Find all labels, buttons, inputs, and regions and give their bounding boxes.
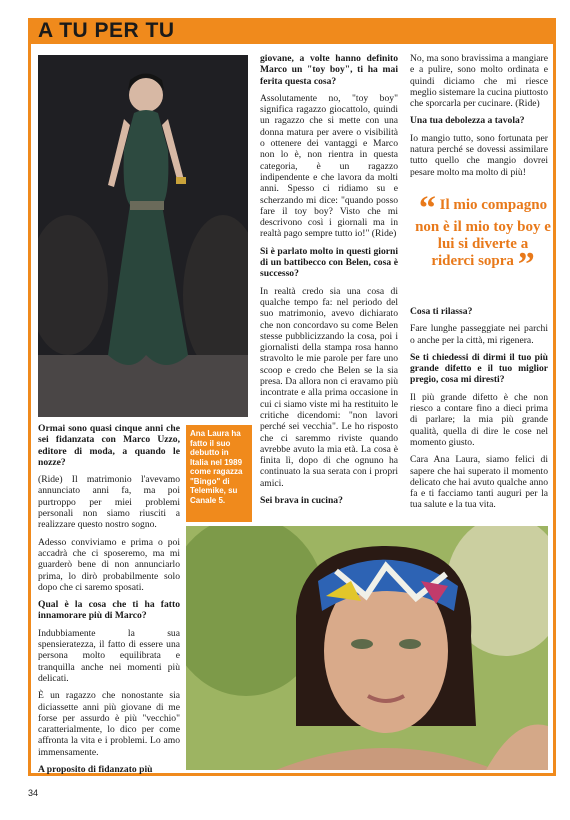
answer: (Ride) Il matrimonio l'avevamo annunciato anni fa, ma poi purtroppo per miei problemi personali non siamo riusciti a realizzare questo nostro sogno. — [38, 474, 180, 531]
question: Qual è la cosa che ti ha fatto innamorare più di Marco? — [38, 599, 180, 622]
close-quote-icon: ” — [517, 246, 535, 283]
page-number: 34 — [28, 788, 39, 798]
column-3 — [410, 53, 548, 517]
answer: Indubbiamente la sua spensieratezza, il fatto di essere una persona molto equilibrata e tranquilla anche nei momenti più delicati. — [38, 627, 180, 684]
answer: In realtà credo sia una cosa di qualche tempo fa: nel periodo del suo matrimonio, avevo dichiarato che non concordavo su come Belen stesse pubblicizzando la cosa, poi i giornalisti della stampa rosa hanno stravolto le mie parole per fare uno scoop e credo che Belen se la sia presa. Da allora non ci eravamo più incontrate e alla prima occasione in cui ci siamo viste mi ha restituito le critiche dicendomi: "non lavori perché sei vecchia". Le ho risposto che ci saremmo riviste quando avrebbe avuto la mia età. La cosa è finita lì, dopo di che ognuno ha continuato la sua serata con i propri amici. — [260, 285, 398, 489]
answer: Io mangio tutto, sono fortunata per natura perché se dovessi assimilare tutto quello che mangio dovrei pesare molto ma molto di più! — [410, 132, 548, 178]
runway-photo — [38, 55, 248, 417]
answer: È un ragazzo che nonostante sia diciassette anni più giovane di me forse per assurdo è più "vecchio" caratterialmente, lo dico per come affronta la vita e i problemi. Lo amo immensamente. — [38, 690, 180, 758]
question: Sei brava in cucina? — [260, 494, 343, 506]
pull-quote-text: Il mio compagno non è il mio toy boy e lui si diverte a riderci sopra — [415, 197, 551, 269]
question: Ormai sono quasi cinque anni che sei fidanzata con Marco Uzzo, editore di moda, a quando le nozze? — [38, 423, 180, 468]
column-2 — [260, 53, 398, 512]
question: A proposito di fidanzato più — [38, 764, 153, 776]
question: Cosa ti rilassa? — [410, 305, 473, 317]
sidebar-caption: Ana Laura ha fatto il suo debutto in Italia nel 1989 come ragazza "Bingo" di Telemike, su Canale 5. — [186, 425, 252, 522]
answer: Cara Ana Laura, siamo felici di sapere che hai superato il momento delicato che hai avuto qualche anno fa e ti facciamo tanti auguri per la tua salute e la tua vita. — [410, 454, 548, 511]
portrait-photo — [186, 526, 548, 770]
column-1 — [38, 423, 180, 781]
section-title: A TU PER TU — [38, 19, 175, 42]
answer: Assolutamente no, "toy boy" significa ragazzo giocattolo, quindi un ragazzo che si mette con una donna matura per avere o visibilità o ottenere dei vantaggi e Marco non lo è, non rientra in questa categoria, è un ragazzo indipendente e che lavora da molti anni. Spesso ci ridiamo su e scherzando mi dice: "quando posso fare il toy boy? Visto che mi descrivono così i giornali ma in realtà pago sempre tutto io!" (Ride) — [260, 92, 398, 240]
question: Una tua debolezza a tavola? — [410, 115, 525, 127]
question: giovane, a volte hanno definito Marco un "toy boy", ti ha mai ferita questa cosa? — [260, 53, 398, 87]
answer: Fare lunghe passeggiate nei parchi o anche per la città, mi rigenera. — [410, 323, 548, 346]
answer: No, ma sono bravissima a mangiare e a pulire, sono molto ordinata e quindi diciamo che mi riesce meglio sistemare la cucina piuttosto che sporcarla per cucinare. (Ride) — [410, 53, 549, 110]
answer: Il più grande difetto è che non riesco a contare fino a dieci prima di parlare; la mia più grande qualità, quella di dire le cose nel momento giusto. — [410, 391, 548, 448]
answer: Adesso conviviamo e prima o poi accadrà che ci sposeremo, ma mi guarderò bene di non annunciarlo prima, lo dirò probabilmente solo dopo che ci saremo sposati. — [38, 536, 180, 593]
open-quote-icon: “ — [418, 190, 436, 227]
pull-quote — [415, 190, 551, 283]
question: Se ti chiedessi di dirmi il tuo più grande difetto e il tuo miglior pregio, cosa mi diresti? — [410, 351, 548, 386]
question: Si è parlato molto in questi giorni di un battibecco con Belen, cosa è successo? — [260, 245, 398, 280]
